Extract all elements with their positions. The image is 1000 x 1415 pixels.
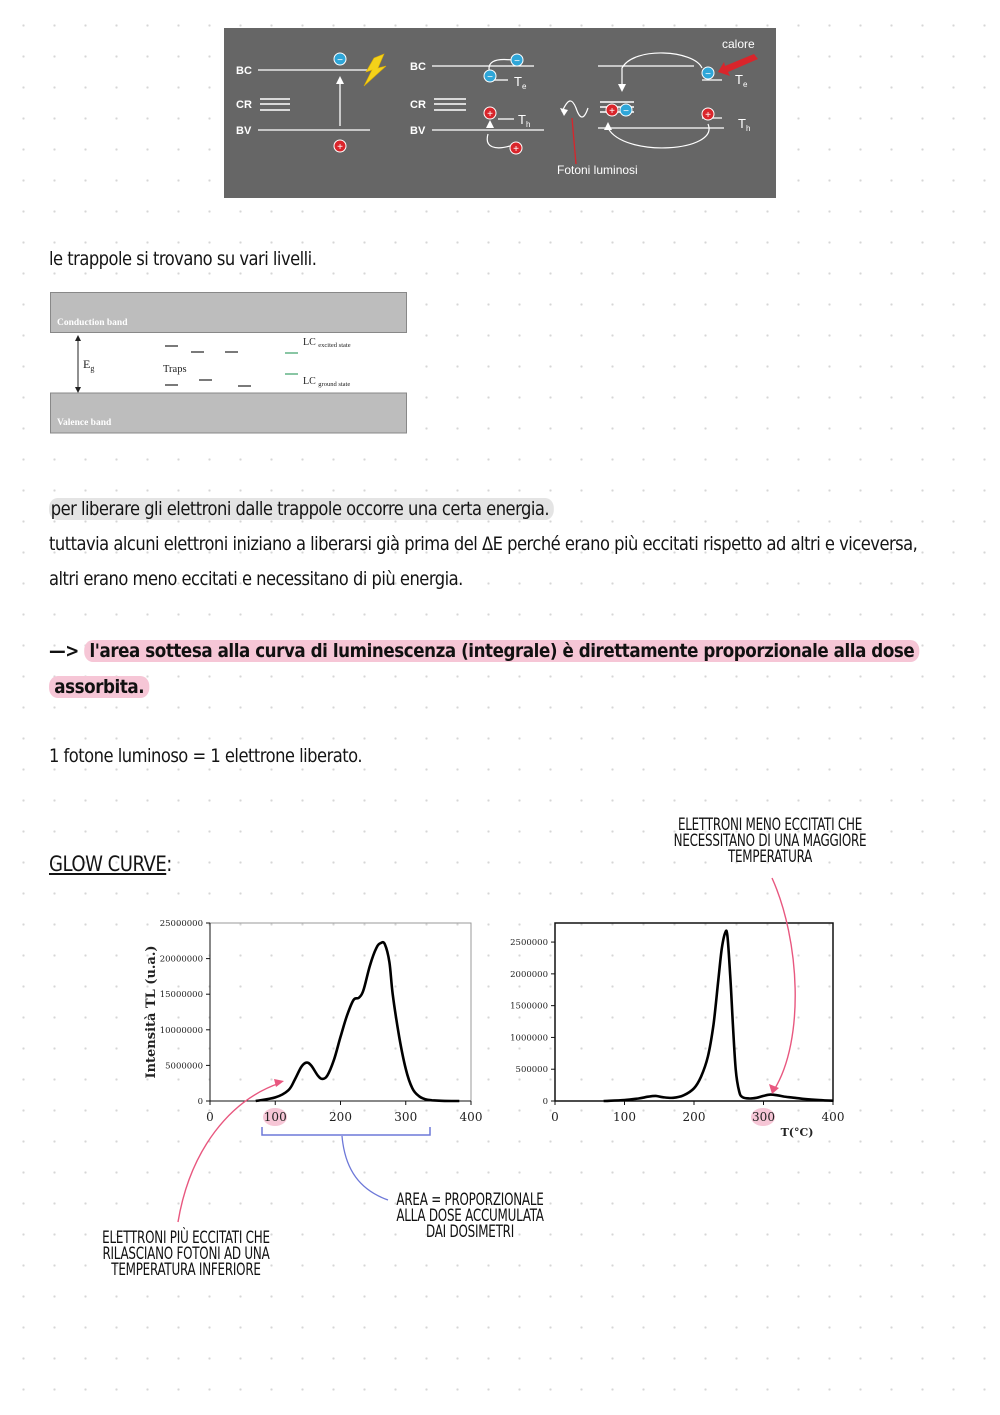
chart-left-x-tick-label: 300 bbox=[394, 1110, 418, 1124]
bv-label-2: BV bbox=[410, 125, 426, 137]
chart-right-y-tick-label: 500000 bbox=[515, 1065, 548, 1076]
chart-left-x-tick-label: 100 bbox=[263, 1110, 287, 1124]
chart-right-y-tick-label: 2500000 bbox=[510, 938, 548, 949]
chart-left-y-label: Intensità TL (u.a.) bbox=[144, 945, 159, 1079]
chart-right-x-label: T(°C) bbox=[780, 1126, 814, 1139]
bc-label-2: BC bbox=[410, 61, 426, 73]
photons-label: Fotoni luminosi bbox=[557, 163, 638, 177]
note-photon: 1 fotone luminoso = 1 elettrone liberato. bbox=[49, 745, 363, 767]
chart-left-y-tick-label: 5000000 bbox=[165, 1061, 203, 1072]
dose-range-brace bbox=[262, 1127, 430, 1135]
conduction-band-label: Conduction band bbox=[57, 318, 128, 328]
chart-right-y-tick-label: 1500000 bbox=[510, 1001, 548, 1012]
cr-label: CR bbox=[236, 99, 252, 111]
area-annotation: AREA = PROPORZIONALE ALLA DOSE ACCUMULATA DAI DOSIMETRI bbox=[396, 1190, 544, 1242]
svg-text:+: + bbox=[487, 109, 493, 120]
note-energy-text: per liberare gli elettroni dalle trappole occorre una certa energia. bbox=[49, 498, 554, 520]
chart-right-x-tick-label: 400 bbox=[821, 1110, 845, 1124]
chart-right-y-tick-label: 1000000 bbox=[510, 1033, 548, 1044]
svg-text:−: − bbox=[623, 106, 629, 117]
left-annotation: ELETTRONI PIÙ ECCITATI CHE RILASCIANO FOTONI AD UNA TEMPERATURA INFERIORE bbox=[102, 1228, 270, 1280]
key-arrow: —> bbox=[49, 640, 79, 662]
area-note-arrow bbox=[342, 1136, 388, 1200]
svg-text:+: + bbox=[337, 142, 343, 153]
svg-text:−: − bbox=[337, 55, 343, 66]
glow-curve-heading: GLOW CURVE: bbox=[49, 852, 172, 876]
svg-text:−: − bbox=[487, 72, 493, 83]
key-text: l'area sottesa alla curva di luminescenza (integrale) è direttamente proporzionale alla dose assorbita. bbox=[49, 640, 920, 698]
te-label: $T_e$ bbox=[514, 74, 527, 91]
svg-text:+: + bbox=[513, 144, 519, 155]
left-note-arrow bbox=[178, 1083, 280, 1222]
note-early: tuttavia alcuni elettroni iniziano a liberarsi già prima del ΔE perché erano più eccitati rispetto ad altri e viceversa, bbox=[49, 533, 918, 555]
th-label: $T_h$ bbox=[518, 112, 531, 129]
chart-right-y-tick-label: 0 bbox=[542, 1097, 548, 1107]
right-note-arrow bbox=[772, 878, 795, 1090]
svg-text:+: + bbox=[609, 106, 615, 117]
right-annotation: ELETTRONI MENO ECCITATI CHE NECESSITANO DI UNA MAGGIORE TEMPERATURA bbox=[673, 815, 867, 867]
note-less: altri erano meno eccitati e necessitano di più energia. bbox=[49, 568, 463, 590]
eg-label: $E_g$ bbox=[83, 357, 95, 373]
lc-ground-label: LC $_{ground state}$ bbox=[303, 376, 351, 388]
svg-text:−: − bbox=[705, 69, 711, 80]
bc-label: BC bbox=[236, 65, 252, 77]
chart-right-y-tick-label: 2000000 bbox=[510, 969, 548, 980]
cr-label-2: CR bbox=[410, 99, 426, 111]
chart-left-x-tick-label: 0 bbox=[206, 1110, 214, 1124]
chart-left-y-tick-label: 0 bbox=[197, 1097, 203, 1107]
chart-right-x-tick-label: 0 bbox=[551, 1110, 559, 1124]
heat-label: calore bbox=[722, 37, 755, 51]
th-label-2: $T_h$ bbox=[738, 116, 751, 133]
chart-left-y-tick-label: 20000000 bbox=[159, 954, 203, 965]
chart-right-x-tick-label: 300 bbox=[752, 1110, 775, 1124]
valence-band-label: Valence band bbox=[57, 418, 112, 428]
lc-excited-label: LC $_{excited state}$ bbox=[303, 337, 351, 349]
chart-left-x-tick-label: 200 bbox=[329, 1110, 352, 1124]
traps-label: Traps bbox=[163, 364, 187, 375]
chart-left-y-tick-label: 10000000 bbox=[159, 1025, 203, 1036]
chart-left-y-tick-label: 15000000 bbox=[159, 990, 203, 1001]
svg-text:−: − bbox=[514, 56, 520, 67]
glow-curve-title: GLOW CURVE bbox=[49, 852, 167, 876]
chart-left-x-tick-label: 400 bbox=[459, 1110, 483, 1124]
chart-left-y-tick-label: 25000000 bbox=[159, 919, 203, 929]
te-label-2: $T_e$ bbox=[735, 72, 748, 89]
svg-text:+: + bbox=[705, 110, 711, 121]
chart-right-x-tick-label: 100 bbox=[613, 1110, 636, 1124]
chart-right-x-tick-label: 200 bbox=[682, 1110, 706, 1124]
bv-label: BV bbox=[236, 125, 252, 137]
note-levels: le trappole si trovano su vari livelli. bbox=[49, 248, 317, 270]
